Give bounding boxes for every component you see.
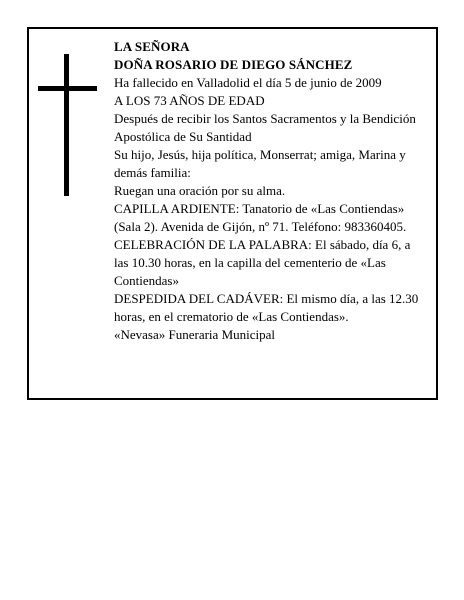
cross-vertical-bar (64, 54, 69, 196)
cross-horizontal-bar (38, 86, 97, 91)
farewell-info: DESPEDIDA DEL CADÁVER: El mismo día, a las 12.30 horas, en el crematorio de «Las Contiendas». (114, 291, 419, 324)
chapel-info: CAPILLA ARDIENTE: Tanatorio de «Las Contiendas» (Sala 2). Avenida de Gijón, nº 71. Teléfono: 983360405. (114, 201, 407, 234)
sacraments-info: Después de recibir los Santos Sacramentos y la Bendición Apostólica de Su Santidad (114, 111, 416, 144)
family-info: Su hijo, Jesús, hija política, Monserrat; amiga, Marina y demás familia: (114, 147, 406, 180)
funeral-home: «Nevasa» Funeraria Municipal (114, 327, 276, 342)
prayer-request: Ruegan una oración por su alma. (114, 183, 286, 198)
notice-title: LA SEÑORA (114, 39, 190, 54)
obituary-text (114, 38, 426, 344)
age-info: A LOS 73 AÑOS DE EDAD (114, 93, 265, 108)
deceased-name: DOÑA ROSARIO DE DIEGO SÁNCHEZ (114, 57, 353, 72)
celebration-info: CELEBRACIÓN DE LA PALABRA: El sábado, día 6, a las 10.30 horas, en la capilla del cementerio de «Las Contiendas» (114, 237, 411, 288)
death-info: Ha fallecido en Valladolid el día 5 de junio de 2009 (114, 75, 382, 90)
